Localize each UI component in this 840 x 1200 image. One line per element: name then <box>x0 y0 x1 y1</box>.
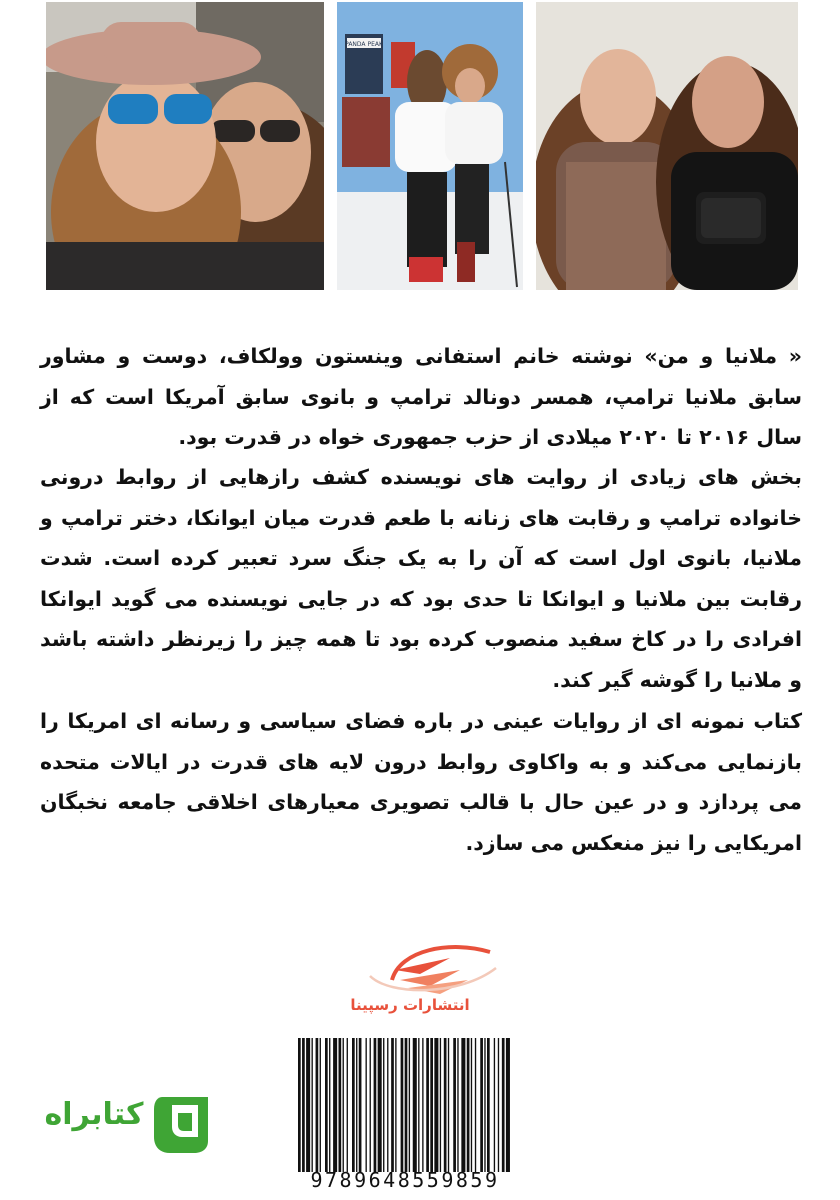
barcode-bar <box>320 1038 321 1172</box>
barcode-bar <box>448 1038 449 1172</box>
barcode-bar <box>333 1038 337 1172</box>
publisher-name: انتشارات رسپینا <box>350 996 470 1014</box>
barcode-bar <box>426 1038 429 1172</box>
barcode-bar <box>325 1038 328 1172</box>
barcode-bar <box>306 1038 310 1172</box>
barcode-bar <box>343 1038 344 1172</box>
barcode-bar <box>339 1038 342 1172</box>
barcode-bar <box>487 1038 490 1172</box>
barcode-bar <box>440 1038 441 1172</box>
ski-sign-text: PANDA PEAK <box>345 41 383 48</box>
barcode-bar <box>329 1038 330 1172</box>
barcode-bar <box>480 1038 483 1172</box>
barcode-bar <box>352 1038 355 1172</box>
isbn-number: 9789648559859 <box>310 1168 500 1192</box>
barcode-bar <box>302 1038 305 1172</box>
barcode-bar <box>298 1038 301 1172</box>
barcode-bar <box>444 1038 447 1172</box>
barcode-bar <box>430 1038 433 1172</box>
publisher-logo <box>300 930 520 1030</box>
barcode-bar <box>374 1038 377 1172</box>
barcode-bar <box>494 1038 495 1172</box>
barcode-bar <box>359 1038 362 1172</box>
barcode-bar <box>405 1038 408 1172</box>
barcode-bar <box>356 1038 357 1172</box>
blurb-paragraph-2: بخش های زیادی از روایت های نویسنده کشف رازهایی از روابط درونی خانواده ترامپ و رقابت های زنانه با طعم قدرت میان ایوانکا، دختر ترامپ و ملانیا، بانوی اول است که آن را به یک جنگ سرد تعبیر کرده است. شدت رقابت بین ملانیا و ایوانکا تا حدی بود که در جایی نویسنده می گوید ایوانکا افرادی را در کاخ سفید منصوب کرده بود تا همه چیز را زیرنظر داشته باشد و ملانیا را گوشه گیر کند. <box>40 465 802 692</box>
barcode-bar <box>453 1038 456 1172</box>
ketabrah-logo-text: کتابراه <box>44 1097 144 1132</box>
barcode-bar <box>316 1038 319 1172</box>
blurb-paragraph-1: « ملانیا و من» نوشته خانم استفانی وینستون وولکاف، دوست و مشاور سابق ملانیا ترامپ، همسر دونالد ترامپ و بانوی سابق آمریکا است که از سال ۲۰۱۶ تا ۲۰۲۰ میلادی از حزب جمهوری خواه در قدرت بود. <box>40 344 802 449</box>
barcode-bar <box>409 1038 410 1172</box>
barcode-bar <box>383 1038 384 1172</box>
barcode-bar <box>457 1038 458 1172</box>
cover-photo-selfie <box>46 2 324 290</box>
barcode-bar <box>467 1038 470 1172</box>
barcode-bar <box>370 1038 371 1172</box>
barcode-bar <box>387 1038 388 1172</box>
barcode-bar <box>366 1038 367 1172</box>
blurb-paragraph-3: کتاب نمونه ای از روایات عینی در باره فضای سیاسی و رسانه ای امریکا را بازنمایی می‌کند و به واکاوی روابط درون لایه های قدرت در ایالات متحده می پردازد و در عین حال با قالب تصویری معیارهای اخلاقی جامعه نخبگان امریکایی را نیز منعکس می سازد. <box>40 709 802 855</box>
barcode-bar <box>475 1038 476 1172</box>
barcode-bar <box>498 1038 499 1172</box>
barcode-bar <box>506 1038 510 1172</box>
isbn-barcode <box>296 1038 512 1172</box>
barcode-bar <box>378 1038 382 1172</box>
barcode-bar <box>418 1038 419 1172</box>
barcode-bar <box>391 1038 394 1172</box>
barcode-bar <box>395 1038 396 1172</box>
barcode-bar <box>434 1038 438 1172</box>
barcode-bar <box>471 1038 472 1172</box>
barcode-bar <box>484 1038 485 1172</box>
barcode-bar <box>422 1038 423 1172</box>
cover-photo-ski <box>337 2 523 290</box>
cover-photo-portrait <box>536 2 798 290</box>
barcode-bar <box>347 1038 348 1172</box>
barcode-bar <box>312 1038 313 1172</box>
barcode-bar <box>401 1038 404 1172</box>
barcode-bar <box>502 1038 505 1172</box>
barcode-bar <box>461 1038 465 1172</box>
barcode-bar <box>413 1038 417 1172</box>
